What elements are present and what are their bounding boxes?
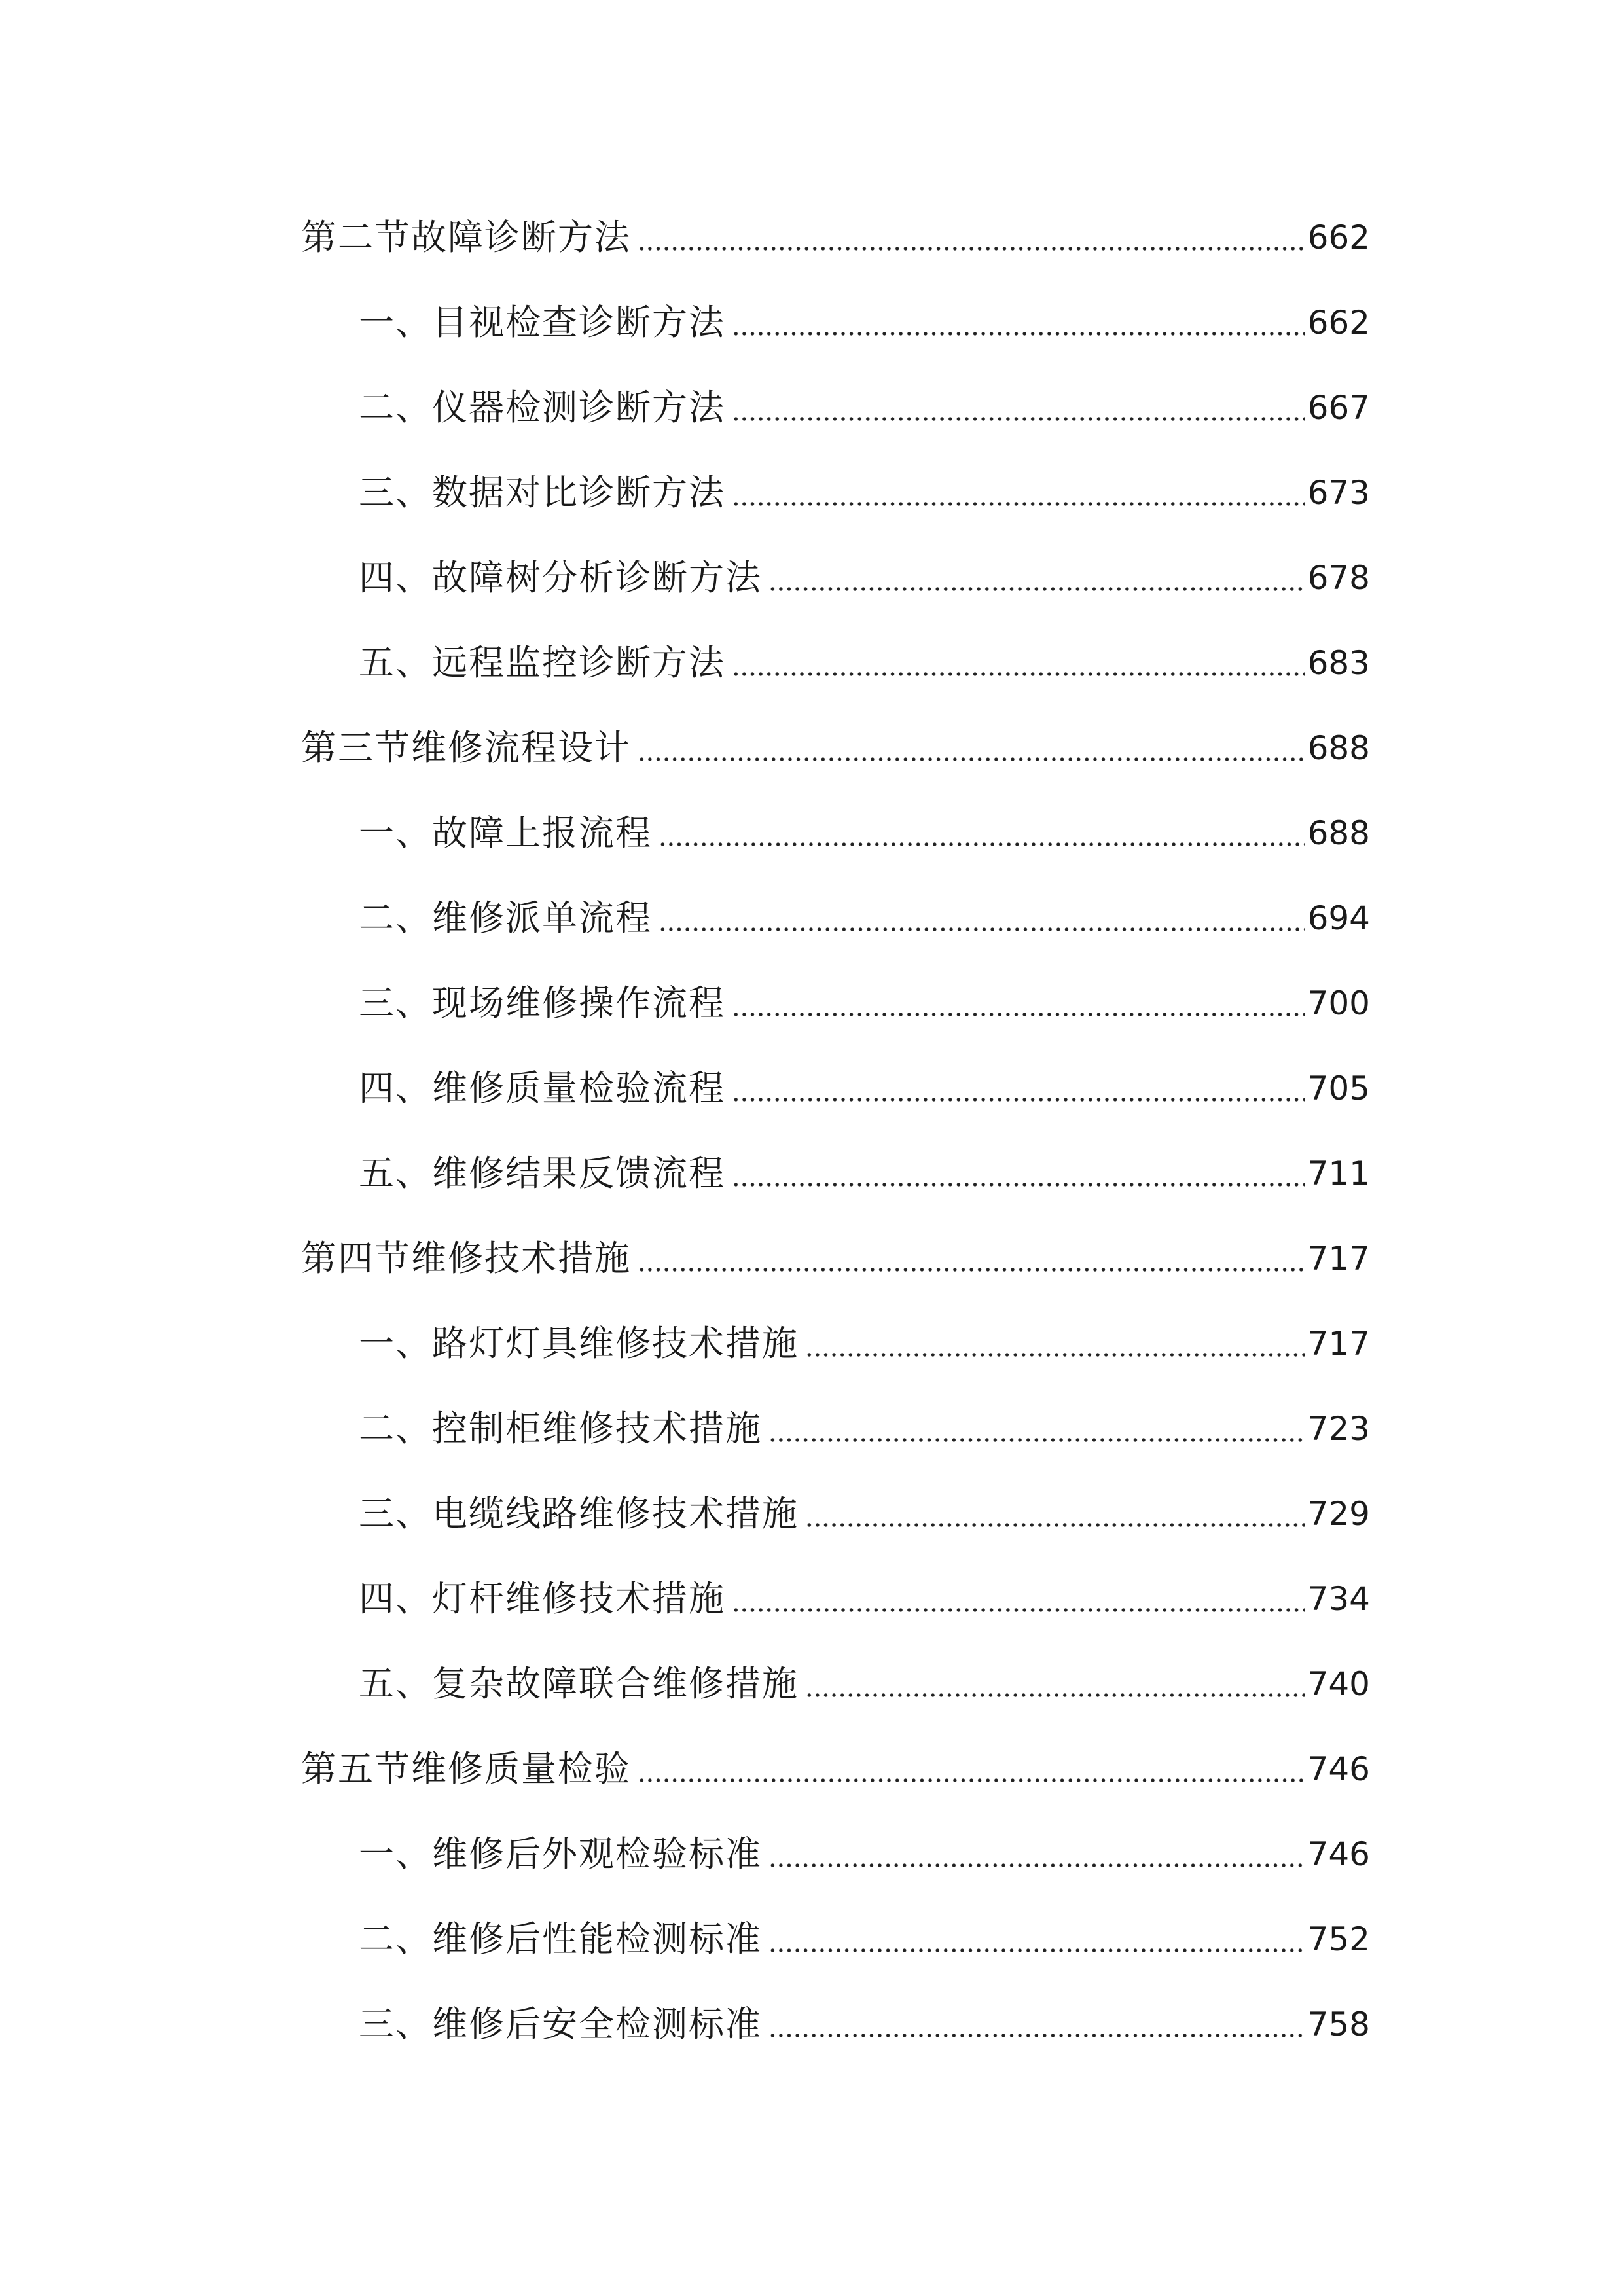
toc-entry-section[interactable]	[301, 1743, 1370, 1795]
toc-entry-page: 717	[1307, 1325, 1370, 1363]
toc-entry-subsection[interactable]	[359, 637, 1370, 689]
toc-entry-page: 683	[1307, 644, 1370, 682]
toc-entry-page: 734	[1307, 1580, 1370, 1618]
toc-entry-title: 四、灯杆维修技术措施	[359, 1578, 725, 1619]
toc-entry-title: 第三节维修流程设计	[301, 727, 631, 768]
toc-entry-page: 688	[1307, 814, 1370, 852]
toc-entry-title: 三、现场维修操作流程	[359, 982, 725, 1024]
toc-entry-page: 711	[1307, 1155, 1370, 1193]
toc-entry-section[interactable]	[301, 211, 1370, 264]
toc-entry-subsection[interactable]	[359, 977, 1370, 1030]
toc-entry-title: 三、维修后安全检测标准	[359, 2003, 762, 2045]
toc-entry-title: 五、复杂故障联合维修措施	[359, 1663, 799, 1704]
toc-entry-title: 四、故障树分析诊断方法	[359, 557, 762, 598]
toc-entry-subsection[interactable]	[359, 552, 1370, 604]
toc-entry-page: 667	[1307, 389, 1370, 427]
toc-entry-title: 三、电缆线路维修技术措施	[359, 1493, 799, 1534]
toc-entry-subsection[interactable]	[359, 892, 1370, 944]
toc-entry-title: 一、路灯灯具维修技术措施	[359, 1323, 799, 1364]
toc-entry-page: 700	[1307, 984, 1370, 1022]
toc-entry-subsection[interactable]	[359, 1318, 1370, 1370]
toc-entry-subsection[interactable]	[359, 807, 1370, 859]
dot-leader	[768, 2034, 1305, 2037]
dot-leader	[638, 1268, 1305, 1272]
dot-leader	[768, 1948, 1305, 1952]
toc-entry-title: 二、控制柜维修技术措施	[359, 1408, 762, 1449]
toc-entry-page: 688	[1307, 729, 1370, 767]
dot-leader	[638, 1778, 1305, 1782]
toc-entry-subsection[interactable]	[359, 1147, 1370, 1200]
toc-entry-page: 729	[1307, 1495, 1370, 1533]
toc-entry-subsection[interactable]	[359, 1913, 1370, 1965]
toc-entry-page: 694	[1307, 899, 1370, 937]
dot-leader	[732, 1098, 1305, 1102]
toc-entry-title: 二、仪器检测诊断方法	[359, 387, 725, 428]
toc-entry-title: 四、维修质量检验流程	[359, 1067, 725, 1109]
toc-entry-subsection[interactable]	[359, 1573, 1370, 1625]
toc-entry-page: 746	[1307, 1835, 1370, 1873]
toc-entry-subsection[interactable]	[359, 1062, 1370, 1115]
toc-entry-page: 678	[1307, 559, 1370, 597]
toc-entry-page: 662	[1307, 304, 1370, 342]
dot-leader	[638, 757, 1305, 761]
toc-entry-subsection[interactable]	[359, 1998, 1370, 2051]
toc-entry-page: 752	[1307, 1920, 1370, 1958]
toc-entry-page: 740	[1307, 1665, 1370, 1703]
toc-entry-title: 五、维修结果反馈流程	[359, 1153, 725, 1194]
toc-entry-page: 758	[1307, 2005, 1370, 2043]
toc-entry-page: 746	[1307, 1750, 1370, 1788]
dot-leader	[638, 247, 1305, 251]
dot-leader	[732, 1608, 1305, 1612]
toc-entry-page: 673	[1307, 474, 1370, 512]
toc-entry-subsection[interactable]	[359, 382, 1370, 434]
dot-leader	[768, 1438, 1305, 1442]
dot-leader	[659, 842, 1305, 846]
toc-entry-page: 723	[1307, 1410, 1370, 1448]
toc-entry-title: 第二节故障诊断方法	[301, 217, 631, 258]
toc-entry-title: 一、故障上报流程	[359, 812, 652, 853]
toc-entry-section[interactable]	[301, 722, 1370, 774]
toc-entry-subsection[interactable]	[359, 1658, 1370, 1710]
toc-entry-subsection[interactable]	[359, 1828, 1370, 1880]
dot-leader	[805, 1693, 1305, 1697]
toc-entry-title: 二、维修派单流程	[359, 897, 652, 939]
toc-entry-title: 二、维修后性能检测标准	[359, 1918, 762, 1960]
dot-leader	[732, 332, 1305, 336]
toc-entry-title: 第四节维修技术措施	[301, 1238, 631, 1279]
toc-entry-subsection[interactable]	[359, 296, 1370, 349]
toc-entry-title: 五、远程监控诊断方法	[359, 642, 725, 683]
dot-leader	[805, 1353, 1305, 1357]
toc-entry-title: 一、维修后外观检验标准	[359, 1833, 762, 1874]
toc-entry-subsection[interactable]	[359, 467, 1370, 519]
toc-entry-page: 717	[1307, 1240, 1370, 1278]
toc-entry-page: 662	[1307, 219, 1370, 257]
toc-entry-section[interactable]	[301, 1232, 1370, 1285]
dot-leader	[732, 1013, 1305, 1016]
dot-leader	[732, 502, 1305, 506]
dot-leader	[732, 1183, 1305, 1187]
dot-leader	[768, 1863, 1305, 1867]
dot-leader	[659, 927, 1305, 931]
dot-leader	[732, 672, 1305, 676]
dot-leader	[768, 587, 1305, 591]
toc-entry-subsection[interactable]	[359, 1403, 1370, 1455]
dot-leader	[805, 1523, 1305, 1527]
dot-leader	[732, 417, 1305, 421]
toc-entry-title: 一、目视检查诊断方法	[359, 302, 725, 343]
toc-entry-subsection[interactable]	[359, 1488, 1370, 1540]
toc-entry-page: 705	[1307, 1069, 1370, 1107]
toc-entry-title: 三、数据对比诊断方法	[359, 472, 725, 513]
toc-entry-title: 第五节维修质量检验	[301, 1748, 631, 1789]
